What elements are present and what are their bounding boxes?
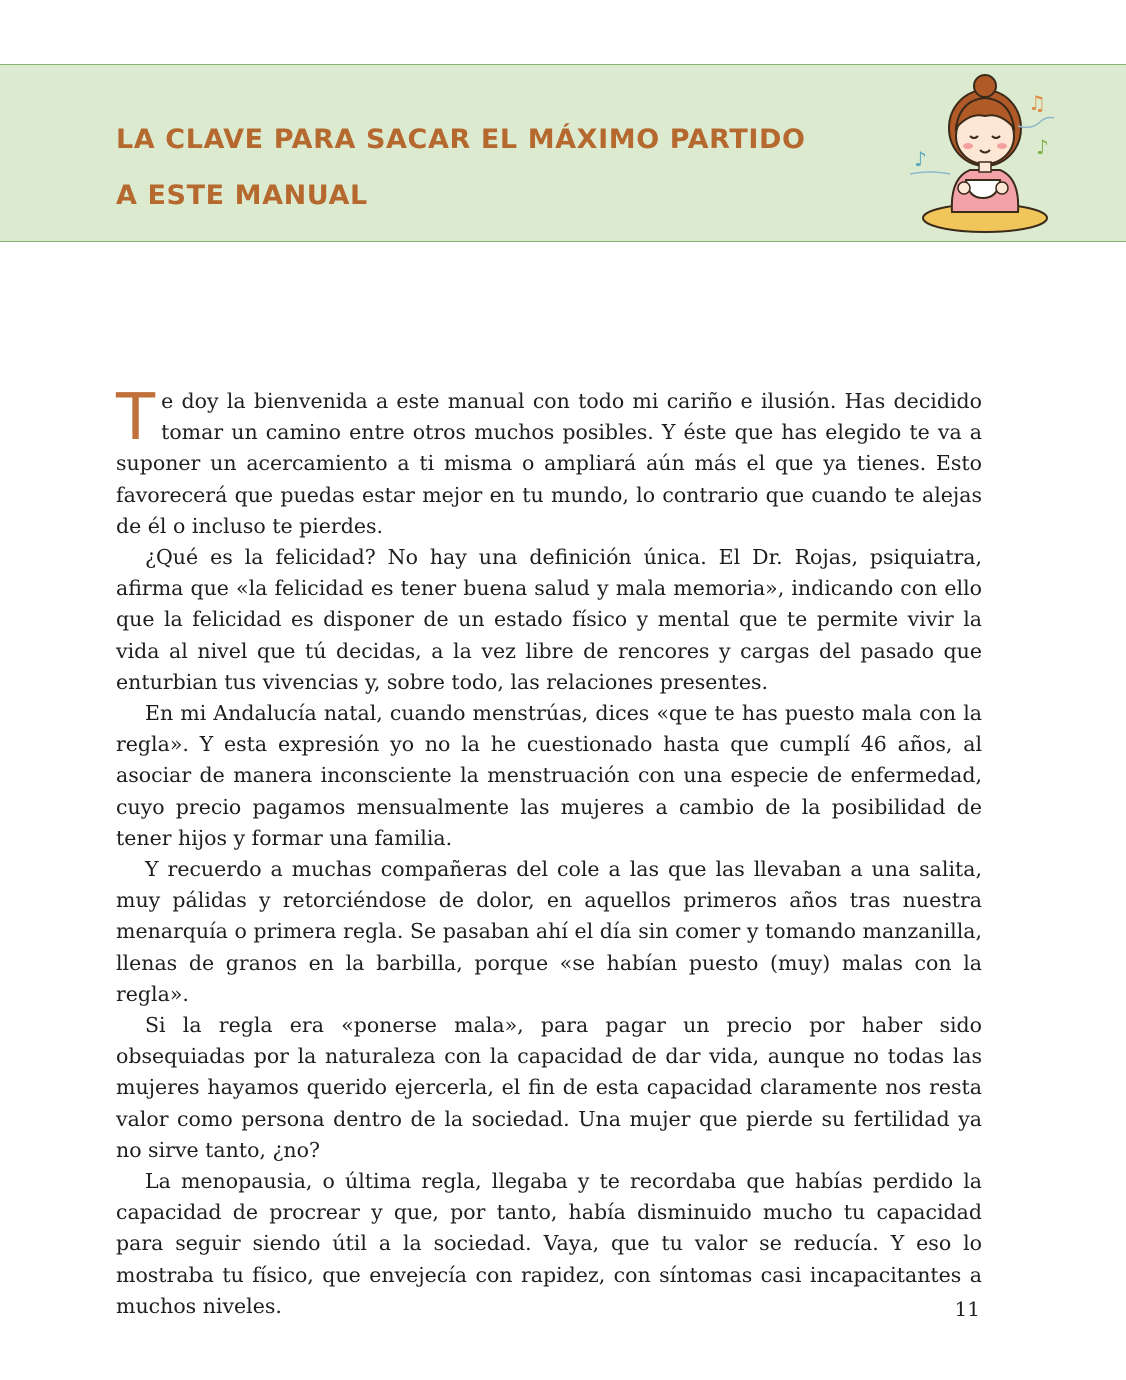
svg-text:♪: ♪ — [1036, 135, 1049, 159]
paragraph-6: La menopausia, o última regla, llegaba y te recordaba que habías perdido la capacidad de procrear y que, por tanto, había disminuido mucho tu capacidad para seguir siendo útil a la sociedad. Vaya, que tu valor se reducía. Y eso lo mostraba tu físico, que envejecía con rapidez, con síntomas casi incapacitantes a muchos niveles. — [116, 1169, 982, 1318]
chapter-title-line-2: A ESTE MANUAL — [116, 180, 368, 211]
paragraph-2: ¿Qué es la felicidad? No hay una definición única. El Dr. Rojas, psiquiatra, afirma que «la felicidad es tener buena salud y mala memoria», indicando con ello que la felicidad es disponer de un estado físico y mental que te permite vivir la vida al nivel que tú decidas, a la vez libre de rencores y cargas del pasado que enturbian tus vivencias y, sobre todo, las relaciones presentes. — [116, 545, 982, 694]
paragraph-5: Si la regla era «ponerse mala», para pagar un precio por haber sido obsequiadas por la naturaleza con la capacidad de dar vida, aunque no todas las mujeres hayamos querido ejercerla, el fin de esta capacidad claramente nos resta valor como persona dentro de la sociedad. Una mujer que pierde su fertilidad ya no sirve tanto, ¿no? — [116, 1013, 982, 1162]
svg-text:♪: ♪ — [914, 147, 927, 171]
page-number: 11 — [954, 1297, 980, 1321]
drop-cap: T — [116, 381, 156, 455]
paragraph-1 — [116, 381, 982, 542]
woman-drinking-tea-icon — [900, 70, 1070, 240]
body-text — [116, 381, 982, 1322]
paragraph-3: En mi Andalucía natal, cuando menstrúas, dices «que te has puesto mala con la regla». Y esta expresión yo no la he cuestionado hasta que cumplí 46 años, al asociar de manera inconsciente la menstruación con una especie de enfermedad, cuyo precio pagamos mensualmente las mujeres a cambio de la posibilidad de tener hijos y formar una familia. — [116, 701, 982, 850]
paragraph-4: Y recuerdo a muchas compañeras del cole a las que las llevaban a una salita, muy pálidas y retorciéndose de dolor, en aquellos primeros años tras nuestra menarquía o primera regla. Se pasaban ahí el día sin comer y tomando manzanilla, llenas de granos en la barbilla, porque «se habían puesto (muy) malas con la regla». — [116, 857, 982, 1006]
chapter-title-line-1: LA CLAVE PARA SACAR EL MÁXIMO PARTIDO — [116, 124, 806, 155]
paragraph-1-text: e doy la bienvenida a este manual con todo mi cariño e ilusión. Has decidido tomar un camino entre otros muchos posibles. Y éste que has elegido te va a suponer un acercamiento a ti misma o ampliará aún más el que ya tienes. Esto favorecerá que puedas estar mejor en tu mundo, lo contrario que cuando te alejas de él o incluso te pierdes. — [116, 389, 982, 538]
chapter-title — [116, 112, 806, 224]
svg-text:♫: ♫ — [1028, 91, 1046, 115]
